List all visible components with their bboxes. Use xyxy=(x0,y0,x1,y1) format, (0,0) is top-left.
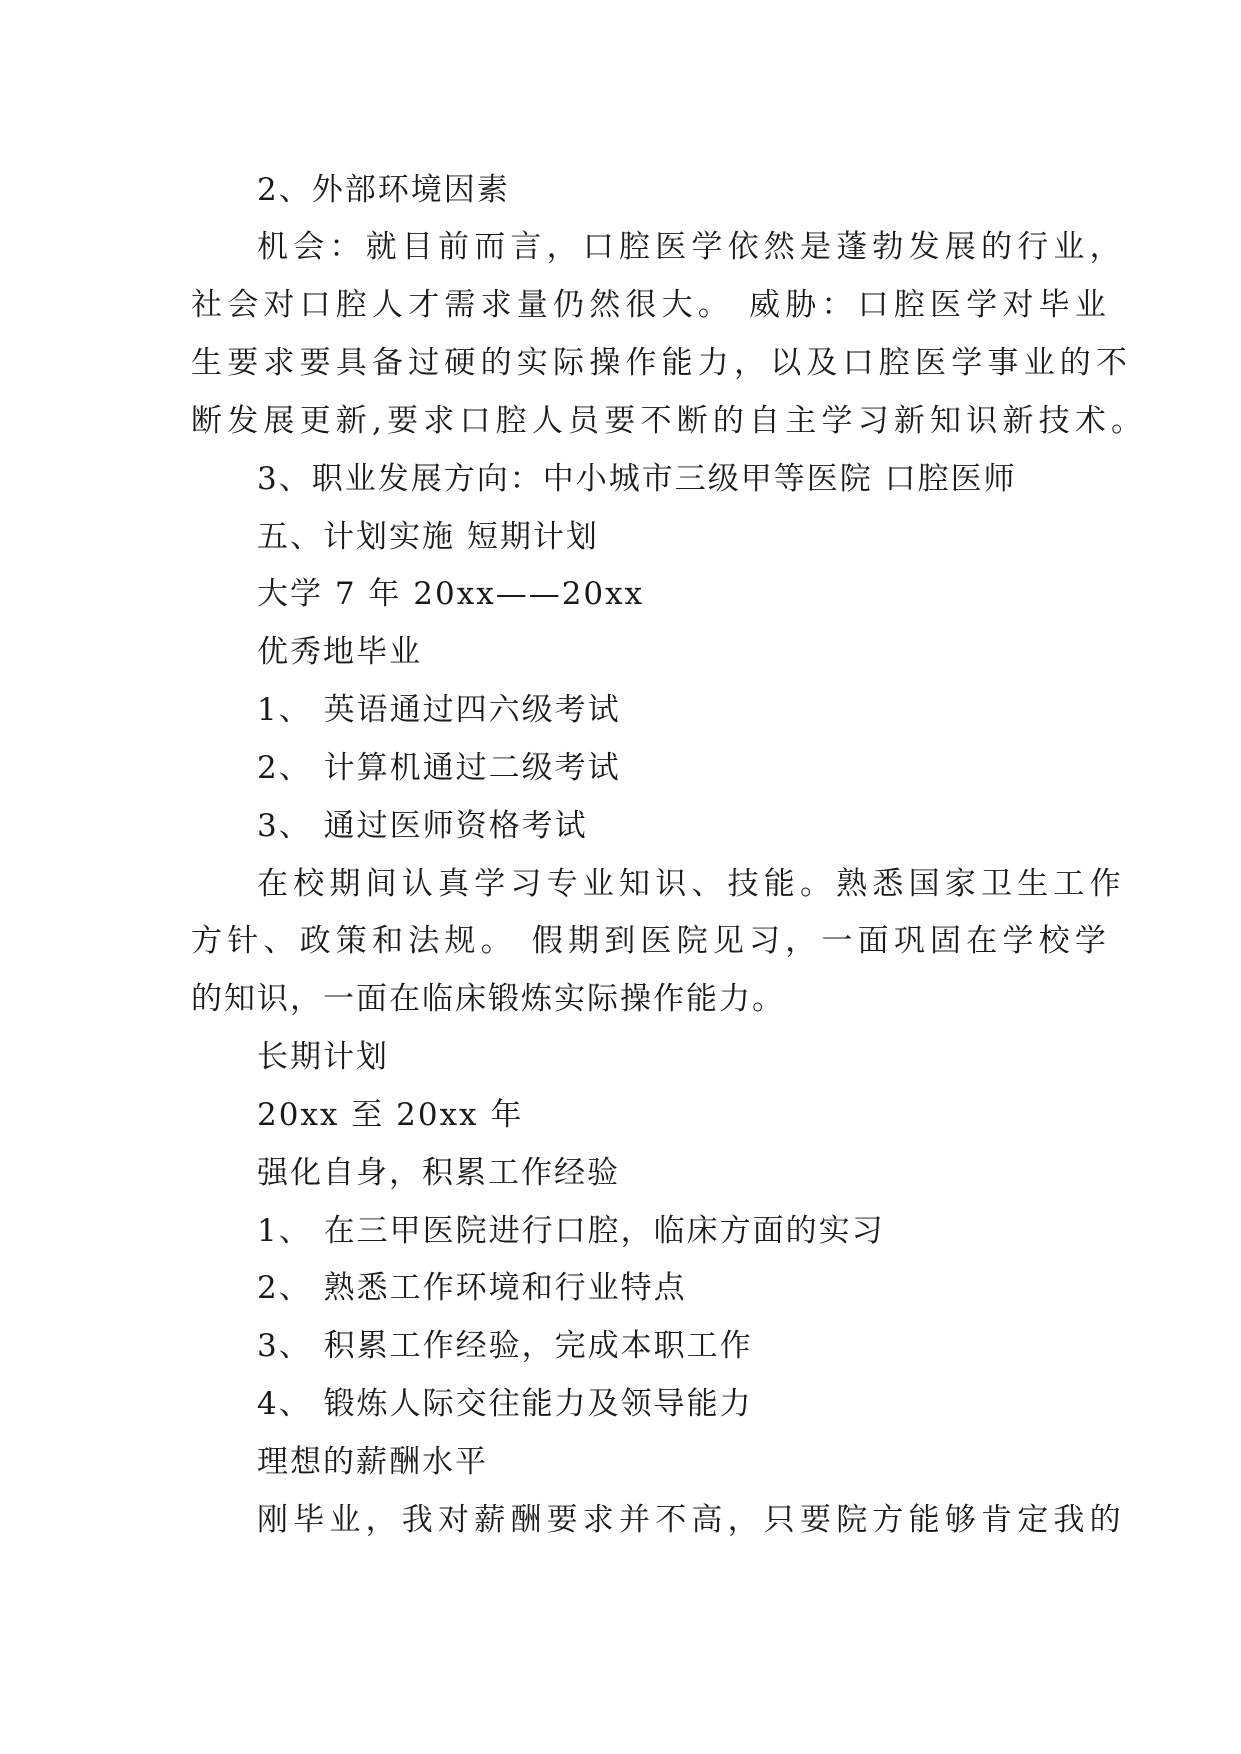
list-item: 1、 在三甲医院进行口腔，临床方面的实习 xyxy=(257,1213,885,1249)
period-label: 大学 7 年 20xx——20xx xyxy=(257,576,645,612)
section-heading-external-factors: 2、外部环境因素 xyxy=(257,172,510,208)
goal-label: 优秀地毕业 xyxy=(257,634,422,670)
list-item: 3、 积累工作经验，完成本职工作 xyxy=(257,1328,753,1364)
paragraph-line: 社会对口腔人才需求量仍然很大。 威胁：口腔医学对毕业 xyxy=(191,287,1112,323)
goal-label: 强化自身，积累工作经验 xyxy=(257,1155,620,1191)
paragraph-line: 在校期间认真学习专业知识、技能。熟悉国家卫生工作 xyxy=(257,866,1126,902)
list-item: 1、 英语通过四六级考试 xyxy=(257,692,621,728)
paragraph-line: 生要求要具备过硬的实际操作能力，以及口腔医学事业的不 xyxy=(191,345,1133,381)
paragraph-line: 的知识，一面在临床锻炼实际操作能力。 xyxy=(191,981,785,1017)
section-heading-plan-implementation: 五、计划实施 短期计划 xyxy=(257,519,599,555)
list-item: 2、 熟悉工作环境和行业特点 xyxy=(257,1270,687,1306)
paragraph-line: 机会：就目前而言，口腔医学依然是蓬勃发展的行业， xyxy=(257,229,1126,265)
period-label: 20xx 至 20xx 年 xyxy=(257,1097,524,1133)
paragraph-line: 方针、政策和法规。 假期到医院见习，一面巩固在学校学 xyxy=(191,923,1112,959)
list-item: 4、 锻炼人际交往能力及领导能力 xyxy=(257,1386,753,1422)
section-heading-long-term-plan: 长期计划 xyxy=(257,1039,389,1075)
paragraph-line: 刚毕业，我对薪酬要求并不高，只要院方能够肯定我的 xyxy=(257,1502,1126,1538)
section-heading-career-direction: 3、职业发展方向：中小城市三级甲等医院 口腔医师 xyxy=(257,461,1017,497)
list-item: 2、 计算机通过二级考试 xyxy=(257,750,621,786)
paragraph-line: 断发展更新,要求口腔人员要不断的自主学习新知识新技术。 xyxy=(191,403,1148,439)
section-heading-salary: 理想的薪酬水平 xyxy=(257,1444,488,1480)
list-item: 3、 通过医师资格考试 xyxy=(257,808,588,844)
